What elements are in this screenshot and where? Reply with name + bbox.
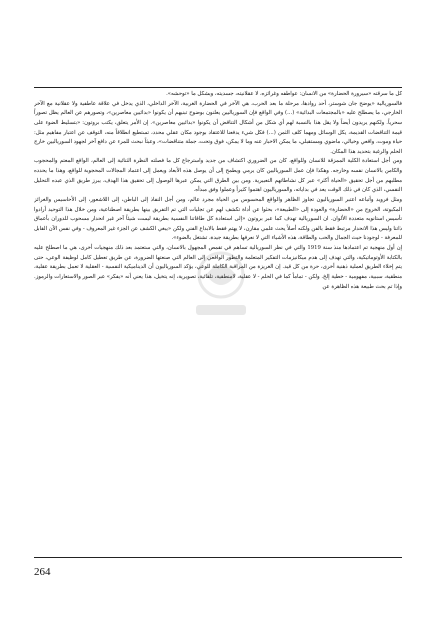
page-number: 264 <box>34 566 51 578</box>
paragraph: ومن أجل استعادة الكلية الممزقة للانسان وللواقع، كان من الضروري اكتشاف من جديد واسترجاع كل ما فصلته النظرة الثنائية إلى العالم، الواقع المعتم والمحجوب والكامن بالانسان نفسه وخارجه. وهكذا فإن عمل السورياليين كان يرمي ويطمح إلى أن يوصل هذه الأبعاد ويعمل إلى اعتماد المجالات المحجوبة للواقع، وهذا ما يحدده مطلبهم من أجل تحقيق «الحياة أكثر» عبر كل نشاطاتهم التعبيرية. ومن بين الطرق التي يمكن عبرها الوصول إلى تحقيق هذا الهدف، يبرز طريق الذي عبده التحليل النفسي، الذي كان في ذلك الوقت يعد في بداياته، والسورياليون اهتموا كثيراً وعملوا وفق مبدأه. <box>34 158 402 194</box>
article-body <box>34 90 402 553</box>
bottom-divider-line <box>34 557 402 558</box>
paragraph: إن أول منهجية تم اعتمادها منذ سنة 1919 والتي في نظر السوريالية تساهم في تقمص المجهول بالانسان، والتي ستعتمد بعد ذلك منهجيات أخرى، هي ما اصطلح عليه بالكتابة الأوتوماتيكية، والتي تهدف إلى هدم ميكانيزمات التفكير المتعلمة والتطور الواقعي إلى العالم التي صنعتها الضرورة، عن طريق تعطيل كامل لوظيفة الوعي، حتى يتم إخلاء الطريق لعملية ذهنية أخرى، حرة من كل قيد. إن الغريزة من المراقبة الكاملة للوعي، يؤكد السورياليون أن الديناميكية النفسية - العقلية لا تعمل بطريقة عقلية، منطقية، سببية، مفهومية - خطية إلخ. ولكن - تماماً كما في الحلم - لا عقلية، لامنطقية، تلقائية، تصويرية، إنه يتخيل، هذا يعني أنه «يفكر» عبر الصور والاستعارات والرموز. وإذا تم بحث طبيعة هذه الظاهرة عن <box>34 245 402 290</box>
paragraph: فالسوريالية «يوضح جان شوستر، أحد روادها، مرحلة ما بعد الحرب، هي الآخر في الحضارة الغربية، الآخر الداخلي، الذي يدخل في علاقة عاطفية ولا عقلانية مع الآخر الخارجي، ما يصطلح عليه «بالمجتمعات البدائية» (...) وفي الواقع فإن السورياليين يعلنون بوضوح تبنيهم أن يكونوا «بدائيين معاصرين»، وتصورهم عن العالم يظل تصوراً سحرياً. ولكنهم يريدون أيضاً ولا يقل هذا بالنسبة لهم أي شكل من أشكال التناقض أن يكونوا «بدائيين معاصرين». إن الأمر يتعلق، يكتب بروتون: «بتسليط الضوء على قيمة التناقضات القديمة، يكل الوسائل ومهما كلف الثمن (...) فكل شيء يدفعنا للاعتقاد بوجود مكان عقلي محدد، تستطيع انطلاقاً منه، التوقف عن اعتبار مفاهيم مثل: حياة وموت، واقعي وخيالي، ماضوي ومستقبلي، ما يمكن الاخبار عنه وما لا يمكن، فوق وتحت، جملة متناقضات»، وعبثاً نبحث للمرء عن دافع آخر لجهود السورياليين خارج الحلم والرغبة بتحديد هذا المكان. <box>34 100 402 155</box>
paragraph: كل ما سرقته «سيرورة الحضارة» من الانسان: عواطفه وغرائزه، لا عقلانيته، جسديته، وبشكل ما «توحشه». <box>166 91 402 97</box>
paragraph: ومثل فرويد وأتباعه اعتبر السورياليون تجاوز الظاهر والواقع المحسوس من الحياة مجرد عالم، ومن أجل النفاذ إلى الباطن، إلى اللاشعور، إلى الأحاسيس والغرائز المكبوتة، الخروج من «الحضارة» والعودة إلى «الطبيعة»، بحثوا عن أداة تكشف لهم عن تجليات التي تم التفريق بينها بطريقة اصطناعية، ومن خلال هذا التوحيد أرادوا تأسيس استانويه متعددة الألوان. ان السوريالية تهدف كما عبر بروتون «إلى استعادة كل طاقاتنا النفسية بطريقة ليست شيئاً آخر غير انحدار مسحوب للدوران بأعماق ذاتنا وليس هذا الانحدار مرتبط فقط بالفن ولكنه أصلاً يحث علمي مقارن، لا يهتم فقط بالابداع الفني ولكن «يبغي الكشف عن الجزء غير المعروف - وفي نفس الآن القابل للمعرفة - لوجودنا حيث الجمال والحب والطاقة، هذه الأشياء التي لا نعرفها بطريقة جيدة، تشتغل بالضوء». <box>34 196 402 242</box>
top-divider-line <box>34 87 402 88</box>
